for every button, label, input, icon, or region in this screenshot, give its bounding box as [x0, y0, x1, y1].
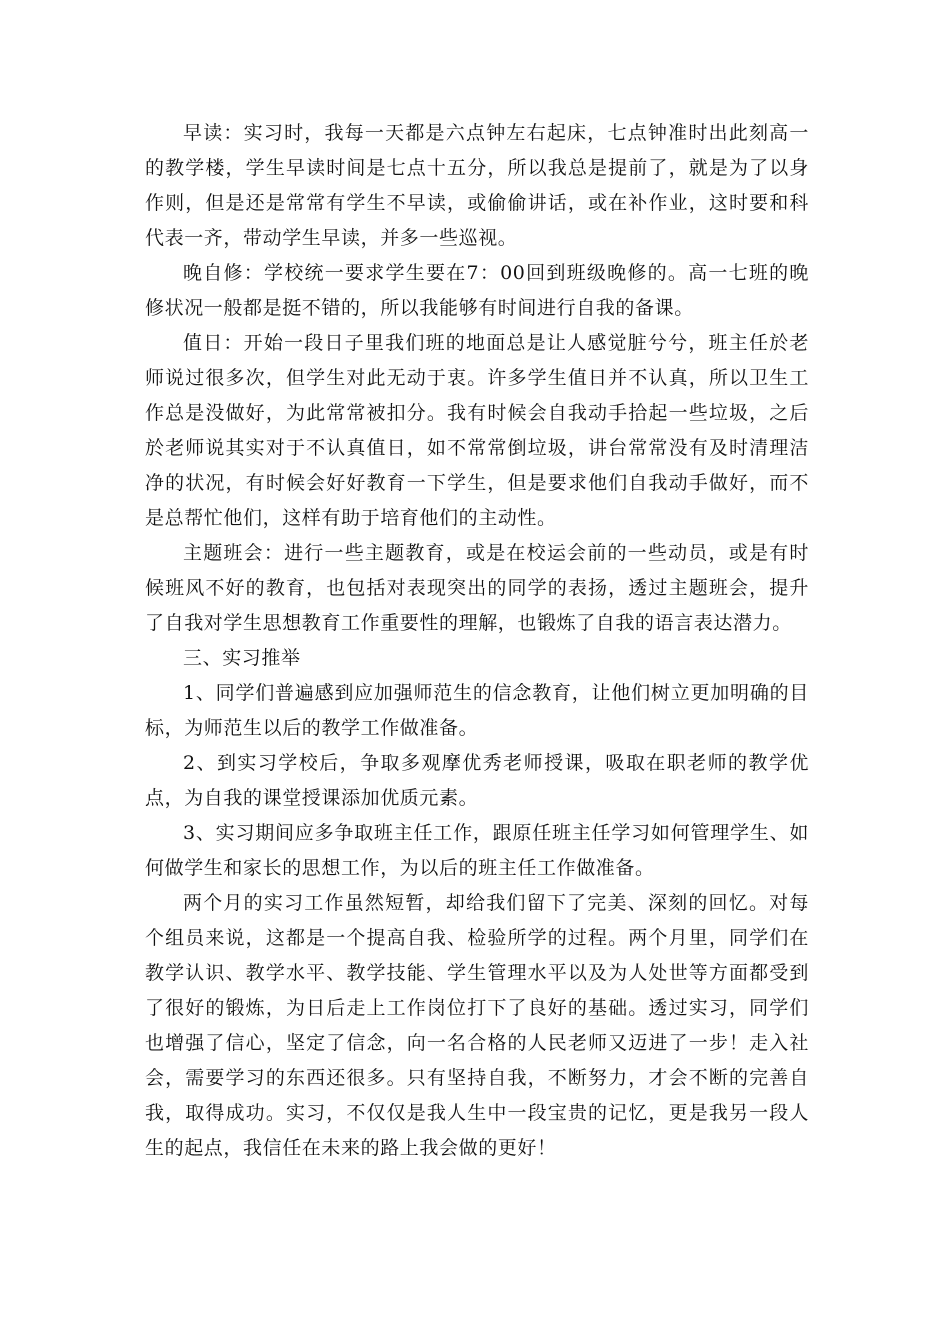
recommendation-item-3: 3、实习期间应多争取班主任工作，跟原任班主任学习如何管理学生、如何做学生和家长的思想工作，为以后的班主任工作做准备。	[145, 822, 809, 879]
paragraph-class-meeting: 主题班会：进行一些主题教育，或是在校运会前的一些动员，或是有时候班风不好的教育，也包括对表现突出的同学的表扬，透过主题班会，提升了自我对学生思想教育工作重要性的理解，也锻炼了自我的语言表达潜力。	[145, 542, 809, 634]
paragraph-conclusion: 两个月的实习工作虽然短暂，却给我们留下了完美、深刻的回忆。对每个组员来说，这都是一个提高自我、检验所学的过程。两个月里，同学们在教学认识、教学水平、教学技能、学生管理水平以及为人处世等方面都受到了很好的锻炼，为日后走上工作岗位打下了良好的基础。透过实习，同学们也增强了信心，坚定了信念，向一名合格的人民老师又迈进了一步！走入社会，需要学习的东西还很多。只有坚持自我，不断努力，才会不断的完善自我，取得成功。实习，不仅仅是我人生中一段宝贵的记忆，更是我另一段人生的起点，我信任在未来的路上我会做的更好！	[145, 892, 809, 1159]
section-heading-recommendations: 三、实习推举	[183, 647, 301, 669]
paragraph-duty: 值日：开始一段日子里我们班的地面总是让人感觉脏兮兮，班主任於老师说过很多次，但学生对此无动于衷。许多学生值日并不认真，所以卫生工作总是没做好，为此常常被扣分。我有时候会自我动手拾起一些垃圾，之后於老师说其实对于不认真值日，如不常常倒垃圾，讲台常常没有及时清理洁净的状况，有时候会好好教育一下学生，但是要求他们自我动手做好，而不是总帮忙他们，这样有助于培育他们的主动性。	[145, 332, 809, 529]
paragraph-morning-reading: 早读：实习时，我每一天都是六点钟左右起床，七点钟准时出此刻高一的教学楼，学生早读时间是七点十五分，所以我总是提前了，就是为了以身作则，但是还是常常有学生不早读，或偷偷讲话，或在补作业，这时要和科代表一齐，带动学生早读，并多一些巡视。	[145, 122, 809, 249]
paragraph-evening-study: 晚自修：学校统一要求学生要在7：00回到班级晚修的。高一七班的晚修状况一般都是挺不错的，所以我能够有时间进行自我的备课。	[145, 262, 809, 319]
recommendation-item-2: 2、到实习学校后，争取多观摩优秀老师授课，吸取在职老师的教学优点，为自我的课堂授课添加优质元素。	[145, 752, 809, 809]
recommendation-item-1: 1、同学们普遍感到应加强师范生的信念教育，让他们树立更加明确的目标，为师范生以后的教学工作做准备。	[145, 682, 809, 739]
document-body	[145, 116, 809, 1166]
